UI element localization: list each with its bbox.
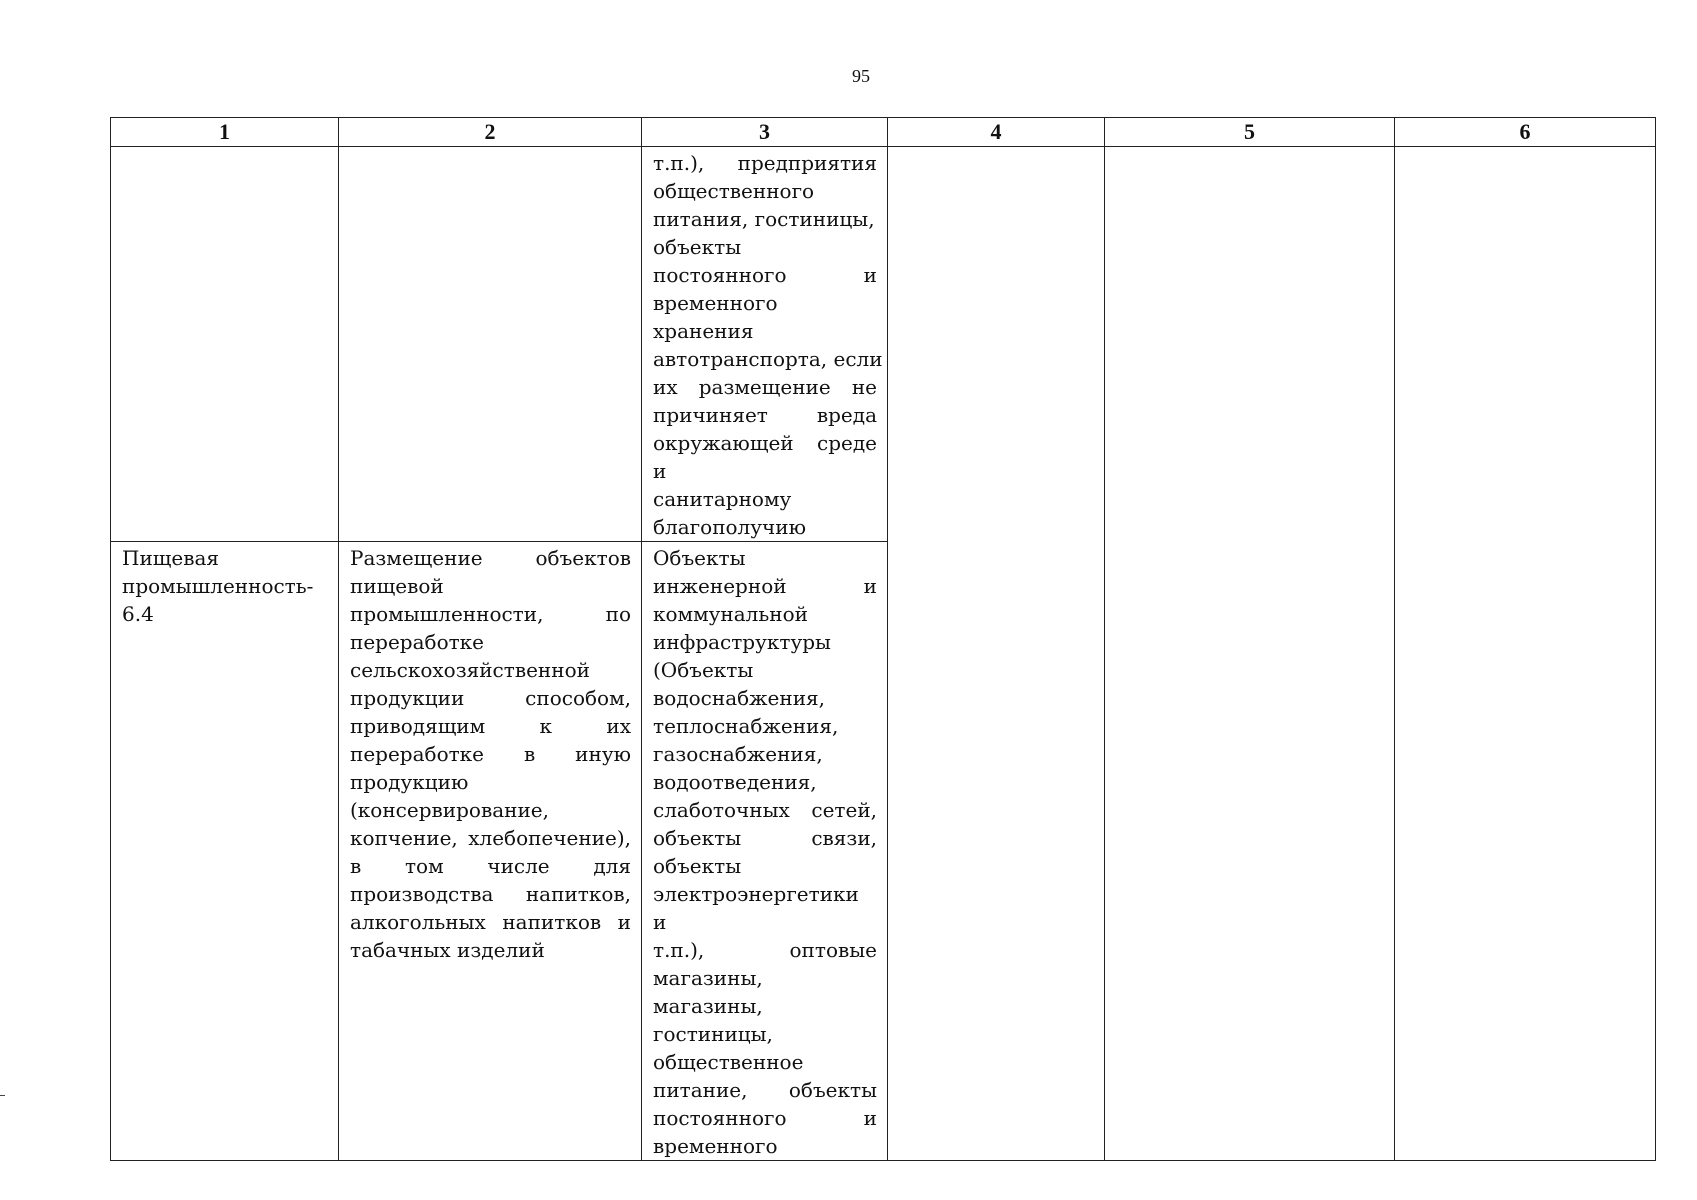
cell-line: продукцию <box>350 770 469 794</box>
cell-col-6 <box>1395 147 1656 1161</box>
cell-line: промышленности, по <box>350 602 631 626</box>
cell-activity-name <box>111 147 339 542</box>
cell-line: 6.4 <box>122 602 154 626</box>
cell-line: постоянного и <box>653 1106 877 1130</box>
cell-permitted-objects <box>642 147 888 542</box>
cell-line: временного <box>653 291 778 315</box>
cell-line: питание, объекты <box>653 1078 877 1102</box>
cell-line: переработке <box>350 630 485 654</box>
cell-line: теплоснабжения, <box>653 714 839 738</box>
cell-line: благополучию <box>653 515 806 539</box>
cell-line: электроэнергетики и <box>653 882 859 934</box>
cell-line: копчение, хлебопечение), <box>350 826 631 850</box>
cell-line: общественное <box>653 1050 804 1074</box>
cell-line: постоянного и <box>653 263 877 287</box>
header-col-3: 3 <box>642 118 888 147</box>
cell-line: санитарному <box>653 487 792 511</box>
regulation-table <box>110 117 1656 1161</box>
cell-col-5 <box>1105 147 1395 1161</box>
cell-line: питания, гостиницы, <box>653 207 875 231</box>
cell-line: Объекты <box>653 546 746 570</box>
cell-line: коммунальной <box>653 602 808 626</box>
cell-activity-name <box>111 542 339 1161</box>
cell-line: объекты связи, <box>653 826 877 850</box>
cell-line: (консервирование, <box>350 798 549 822</box>
cell-line: водоотведения, <box>653 770 817 794</box>
cell-col-4 <box>888 147 1105 1161</box>
table-row-continuation <box>111 147 1656 542</box>
header-col-5: 5 <box>1105 118 1395 147</box>
cell-line: промышленность- <box>122 574 314 598</box>
cell-line: окружающей среде и <box>653 431 877 483</box>
header-row <box>111 118 1656 147</box>
cell-permitted-objects <box>642 542 888 1161</box>
cell-line: Пищевая <box>122 546 220 570</box>
header-col-4: 4 <box>888 118 1105 147</box>
cell-line: производства напитков, <box>350 882 631 906</box>
header-col-2: 2 <box>339 118 642 147</box>
margin-mark <box>0 1095 5 1096</box>
cell-line: приводящим к их <box>350 714 631 738</box>
cell-line: в том числе для <box>350 854 631 878</box>
cell-line: (Объекты <box>653 658 754 682</box>
cell-line: их размещение не <box>653 375 877 399</box>
cell-line: переработке в иную <box>350 742 631 766</box>
cell-line: продукции способом, <box>350 686 631 710</box>
cell-line: автотранспорта, если <box>653 347 883 371</box>
cell-line: хранения <box>653 319 754 343</box>
cell-line: гостиницы, <box>653 1022 773 1046</box>
cell-line: общественного <box>653 179 815 203</box>
cell-line: табачных изделий <box>350 938 545 962</box>
cell-line: инженерной и <box>653 574 877 598</box>
cell-line: причиняет вреда <box>653 403 877 427</box>
cell-line: газоснабжения, <box>653 742 823 766</box>
cell-line: т.п.), оптовые <box>653 938 877 962</box>
cell-line: пищевой <box>350 574 444 598</box>
cell-line: водоснабжения, <box>653 686 826 710</box>
cell-activity-description <box>339 542 642 1161</box>
cell-line: инфраструктуры <box>653 630 831 654</box>
cell-line: слаботочных сетей, <box>653 798 877 822</box>
cell-line: т.п.), предприятия <box>653 151 877 175</box>
cell-line: временного <box>653 1134 778 1158</box>
page-number: 95 <box>852 66 870 86</box>
cell-line: магазины, магазины, <box>653 966 763 1018</box>
header-col-1: 1 <box>111 118 339 147</box>
cell-line: объекты <box>653 235 742 259</box>
cell-line: сельскохозяйственной <box>350 658 590 682</box>
cell-line: Размещение объектов <box>350 546 631 570</box>
cell-activity-description <box>339 147 642 542</box>
cell-line: алкогольных напитков и <box>350 910 631 934</box>
header-col-6: 6 <box>1395 118 1656 147</box>
cell-line: объекты <box>653 854 742 878</box>
